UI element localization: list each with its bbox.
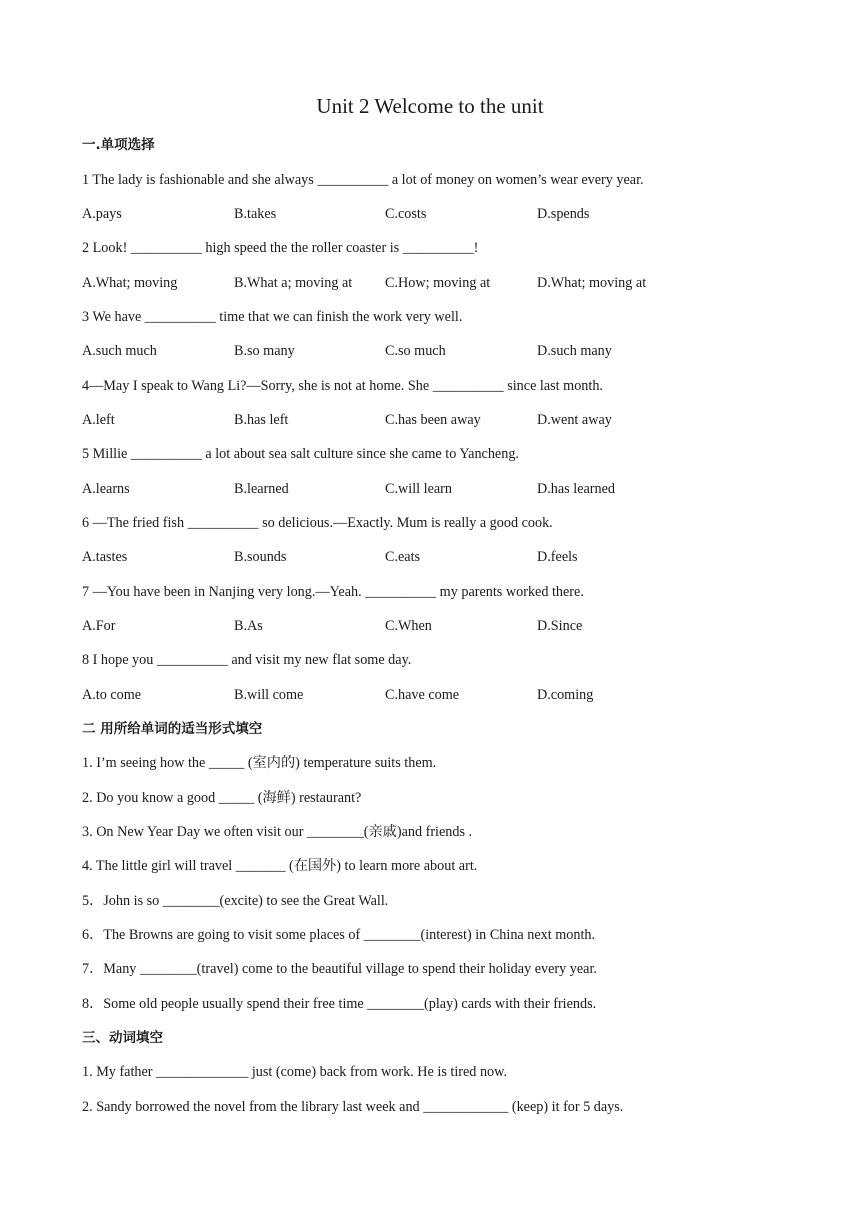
option-d: D.has learned [537, 481, 615, 497]
fill-item-7: 7．Many ________(travel) come to the beautiful village to spend their holiday every year. [82, 961, 597, 977]
question-3-options [82, 341, 782, 361]
fill-item-1: 1. I’m seeing how the _____ (室内的) temperature suits them. [82, 755, 437, 771]
question-1: 1 The lady is fashionable and she always __________ a lot of money on women’s wear every year. [82, 172, 644, 188]
option-c: C.How; moving at [385, 275, 491, 291]
option-d: D.spends [537, 206, 590, 222]
question-2-options [82, 273, 782, 293]
section3-heading: 三、动词填空 [82, 1030, 163, 1046]
fill-item-2: 2. Do you know a good _____ (海鲜) restaurant? [82, 790, 362, 806]
fill-item-5: 5．John is so ________(excite) to see the Great Wall. [82, 893, 389, 909]
option-a: A.left [82, 412, 115, 428]
question-1-options [82, 204, 782, 224]
option-c: C.eats [385, 549, 421, 565]
question-6-options [82, 547, 782, 567]
option-d: D.such many [537, 343, 612, 359]
question-8: 8 I hope you __________ and visit my new flat some day. [82, 652, 412, 668]
option-b: B.What a; moving at [234, 275, 353, 291]
option-a: A.to come [82, 687, 142, 703]
verb-item-2: 2. Sandy borrowed the novel from the library last week and ____________ (keep) it for 5 days. [82, 1099, 624, 1115]
question-3: 3 We have __________ time that we can finish the work very well. [82, 309, 463, 325]
option-b: B.takes [234, 206, 277, 222]
question-5: 5 Millie __________ a lot about sea salt culture since she came to Yancheng. [82, 446, 519, 462]
option-d: D.coming [537, 687, 594, 703]
fill-item-3: 3. On New Year Day we often visit our ________(亲戚)and friends . [82, 824, 473, 840]
option-c: C.will learn [385, 481, 452, 497]
question-5-options [82, 479, 782, 499]
option-a: A.such much [82, 343, 157, 359]
verb-item-1: 1. My father _____________ just (come) back from work. He is tired now. [82, 1064, 508, 1080]
option-b: B.As [234, 618, 263, 634]
option-c: C.so much [385, 343, 446, 359]
fill-item-4: 4. The little girl will travel _______ (在国外) to learn more about art. [82, 858, 478, 874]
section2-heading: 二 用所给单词的适当形式填空 [82, 721, 263, 737]
option-b: B.will come [234, 687, 304, 703]
page-title: Unit 2 Welcome to the unit [316, 94, 544, 118]
option-d: D.went away [537, 412, 612, 428]
option-b: B.has left [234, 412, 289, 428]
fill-item-6: 6．The Browns are going to visit some places of ________(interest) in China next month. [82, 927, 596, 943]
fill-item-8: 8．Some old people usually spend their free time ________(play) cards with their friends. [82, 996, 597, 1012]
option-b: B.so many [234, 343, 295, 359]
question-8-options [82, 685, 782, 705]
option-a: A.learns [82, 481, 130, 497]
option-c: C.costs [385, 206, 427, 222]
option-a: A.What; moving [82, 275, 178, 291]
question-4-options [82, 410, 782, 430]
option-d: D.feels [537, 549, 578, 565]
question-7: 7 —You have been in Nanjing very long.—Yeah. __________ my parents worked there. [82, 584, 584, 600]
option-a: A.For [82, 618, 116, 634]
question-7-options [82, 616, 782, 636]
option-a: A.pays [82, 206, 122, 222]
section1-heading: 一.单项选择 [82, 137, 155, 153]
option-c: C.has been away [385, 412, 481, 428]
option-a: A.tastes [82, 549, 128, 565]
option-d: D.What; moving at [537, 275, 647, 291]
question-2: 2 Look! __________ high speed the the roller coaster is __________! [82, 240, 479, 256]
option-d: D.Since [537, 618, 583, 634]
option-c: C.When [385, 618, 432, 634]
option-c: C.have come [385, 687, 460, 703]
question-4: 4—May I speak to Wang Li?—Sorry, she is not at home. She __________ since last month. [82, 378, 603, 394]
option-b: B.learned [234, 481, 289, 497]
option-b: B.sounds [234, 549, 287, 565]
question-6: 6 —The fried fish __________ so delicious.—Exactly. Mum is really a good cook. [82, 515, 553, 531]
